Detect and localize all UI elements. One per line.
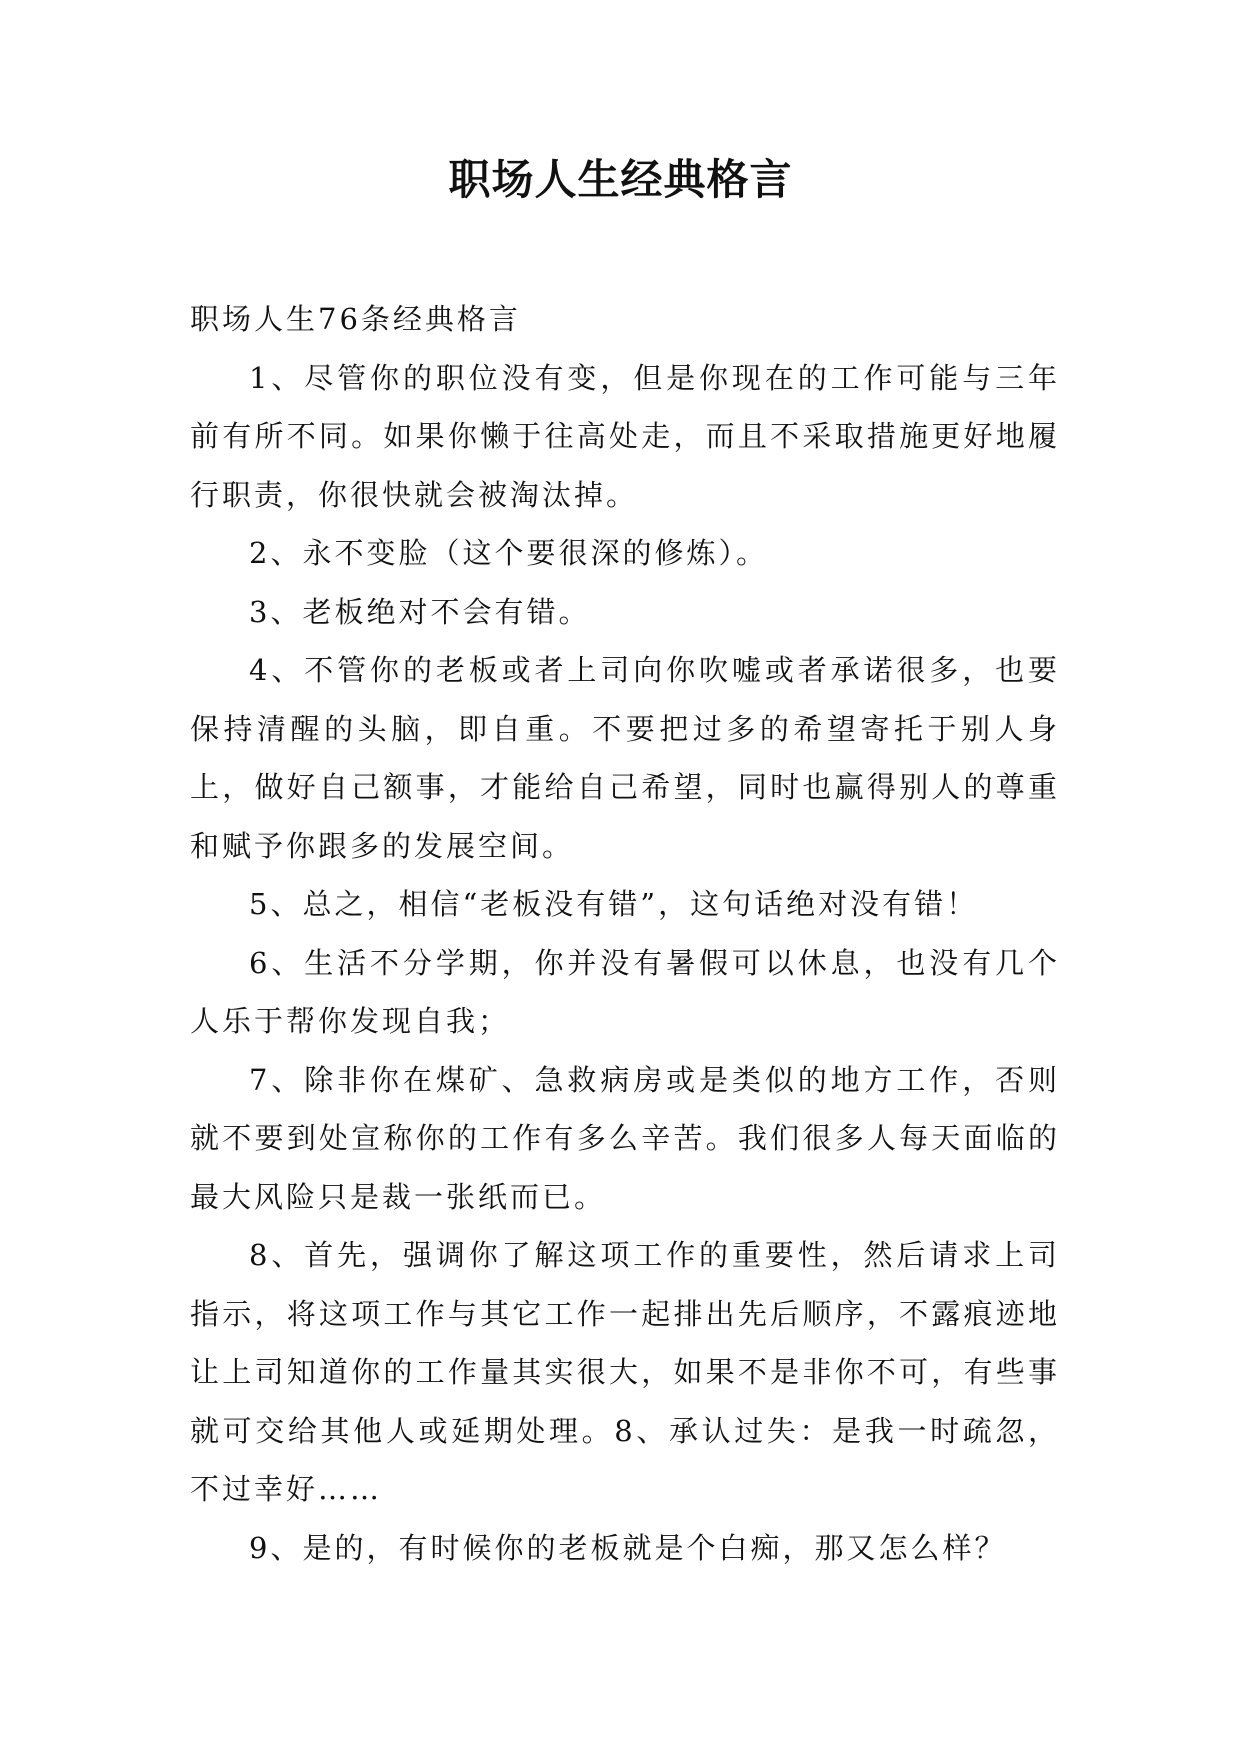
paragraph-9: 9、是的，有时候你的老板就是个白痴，那又怎么样？ <box>249 1530 1007 1565</box>
paragraph-5: 5、总之，相信“老板没有错”，这句话绝对没有错！ <box>249 887 979 921</box>
document-body <box>190 290 1060 1577</box>
paragraph-1: 1、尽管你的职位没有变，但是你现在的工作可能与三年前有所不同。如果你懒于往高处走，而且不采取措施更好地履行职责，你很快就会被淘汰掉。 <box>190 360 1060 512</box>
paragraph-6: 6、生活不分学期，你并没有暑假可以休息，也没有几个人乐于帮你发现自我； <box>190 945 1060 1038</box>
paragraph-8: 8、首先，强调你了解这项工作的重要性，然后请求上司指示，将这项工作与其它工作一起排出先后顺序，不露痕迹地让上司知道你的工作量其实很大，如果不是非你不可，有些事就可交给其他人或延期处理。8、承认过失：是我一时疏忽，不过幸好…… <box>190 1238 1060 1506</box>
document-subtitle: 职场人生76条经典格言 <box>190 302 521 336</box>
paragraph-4: 4、不管你的老板或者上司向你吹嘘或者承诺很多，也要保持清醒的头脑，即自重。不要把过多的希望寄托于别人身上，做好自己额事，才能给自己希望，同时也赢得别人的尊重和赋予你跟多的发展空间。 <box>190 653 1060 863</box>
paragraph-3: 3、老板绝对不会有错。 <box>249 594 591 629</box>
paragraph-2: 2、永不变脸（这个要很深的修炼）。 <box>249 536 768 570</box>
paragraph-7: 7、除非你在煤矿、急救病房或是类似的地方工作，否则就不要到处宣称你的工作有多么辛苦。我们很多人每天面临的最大风险只是裁一张纸而已。 <box>190 1062 1060 1214</box>
document-title: 职场人生经典格言 <box>448 155 793 204</box>
